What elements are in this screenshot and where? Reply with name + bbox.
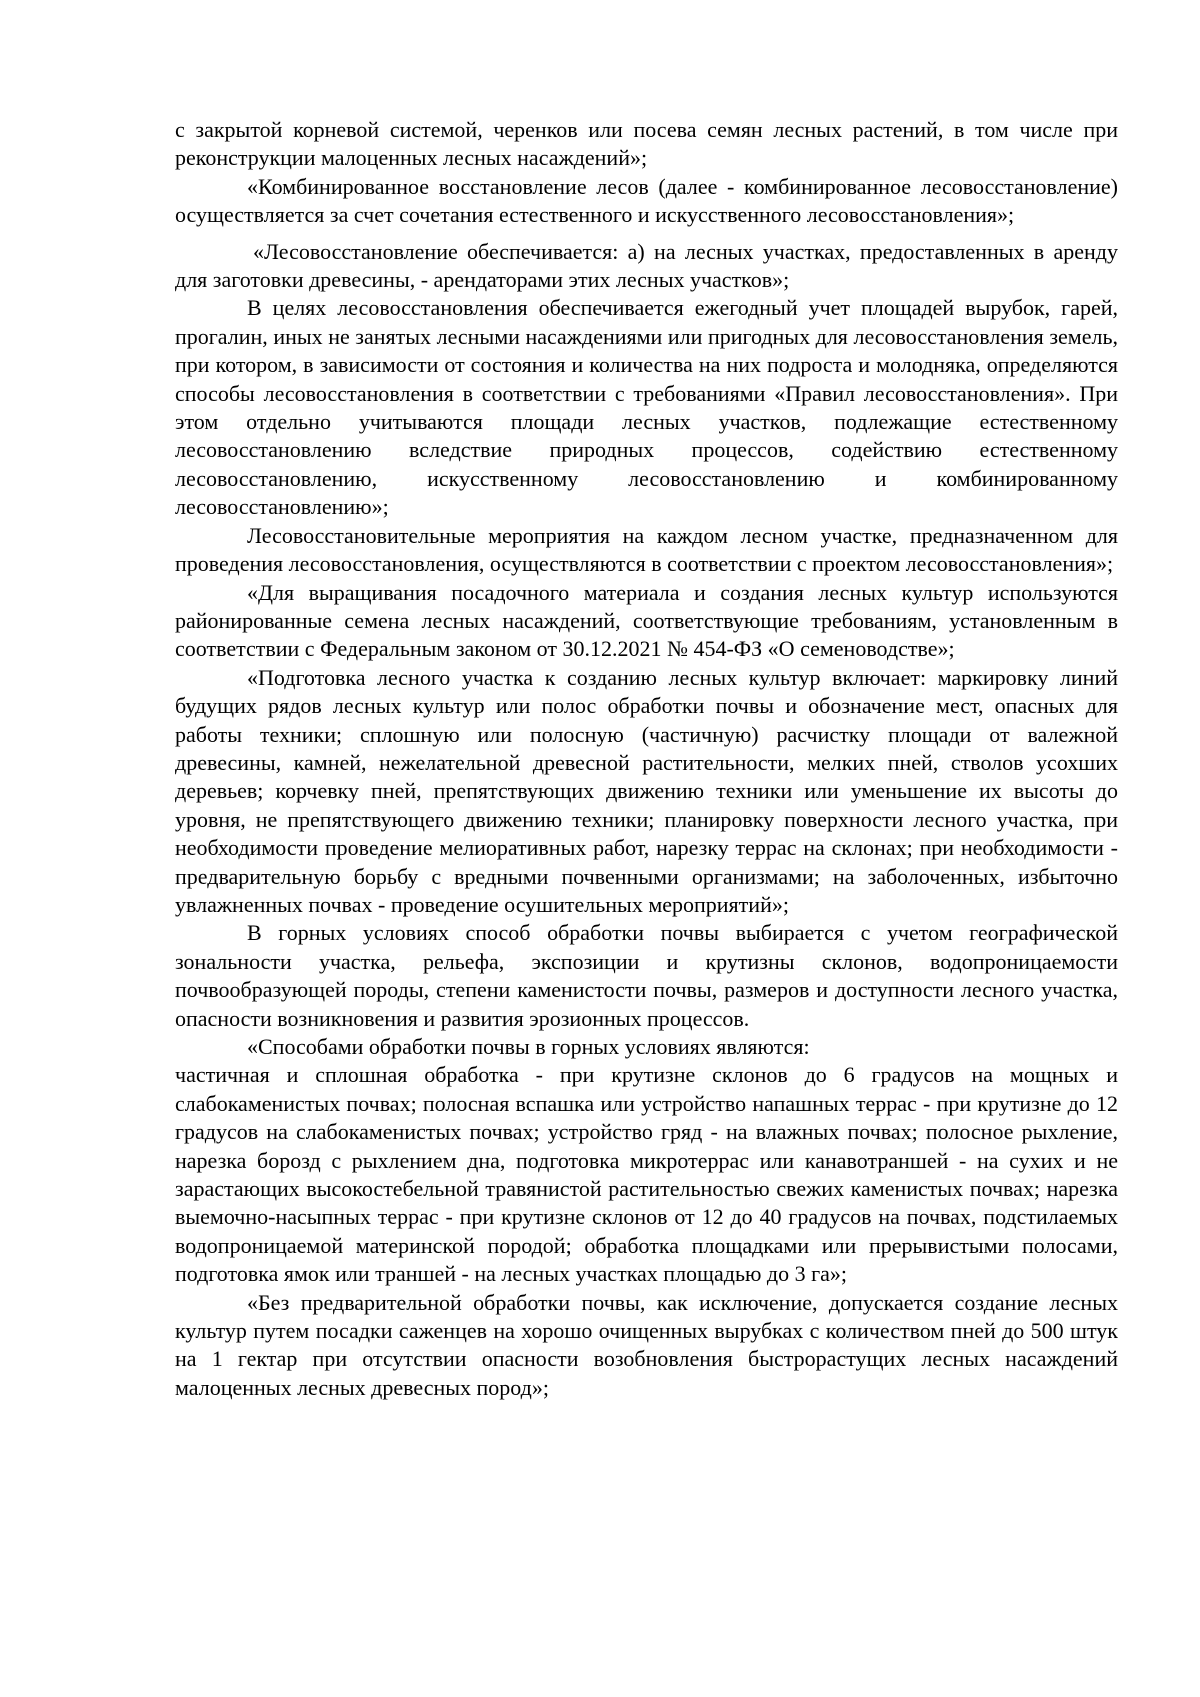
paragraph-reforestation-measures: Лесовосстановительные мероприятия на каждом лесном участке, предназначенном для проведения лесовосстановления, осуществляются в соответствии с проектом лесовосстановления»; [175,522,1118,577]
document-body [175,116,1118,1402]
paragraph-reforestation-provided: «Лесовосстановление обеспечивается: а) на лесных участках, предоставленных в аренду для заготовки древесины, - арендаторами этих лесных участков»; [175,238,1118,293]
paragraph-mountain-methods-heading: «Способами обработки почвы в горных условиях являются: [247,1034,810,1059]
paragraph-no-preliminary-treatment: «Без предварительной обработки почвы, как исключение, допускается создание лесных культур путем посадки саженцев на хорошо очищенных вырубках с количеством пней до 500 штук на 1 гектар при отсутствии опасности возобновления быстрорастущих лесных насаждений малоценных лесных древесных пород»; [175,1289,1118,1400]
paragraph-seed-material: «Для выращивания посадочного материала и создания лесных культур используются районированные семена лесных насаждений, соответствующие требованиям, установленным в соответствии с Федеральным законом от 30.12.2021 № 454-ФЗ «О семеноводстве»; [175,579,1118,662]
paragraph-site-preparation: «Подготовка лесного участка к созданию лесных культур включает: маркировку линий будущих рядов лесных культур или полос обработки почвы и обозначение мест, опасных для работы техники; сплошную или полосную (частичную) расчистку площади от валежной древесины, камней, нежелательной древесной растительности, мелких пней, стволов усохших деревьев; корчевку пней, препятствующих движению техники или уменьшение их высоты до уровня, не препятствующего движению техники; планировку поверхности лесного участка, при необходимости проведение мелиоративных работ, нарезку террас на склонах; при необходимости - предварительную борьбу с вредными почвенными организмами; на заболоченных, избыточно увлажненных почвах - проведение осушительных мероприятий»; [175,664,1118,917]
paragraph-continuation: с закрытой корневой системой, черенков или посева семян лесных растений, в том числе при реконструкции малоценных лесных насаждений»; [175,117,1118,171]
paragraph-annual-accounting: В целях лесовосстановления обеспечивается ежегодный учет площадей вырубок, гарей, прогалин, иных не занятых лесными насаждениями или пригодных для лесовосстановления земель, при котором, в зависимости от состояния и количества на них подроста и молодняка, определяются способы лесовосстановления в соответствии с требованиями «Правил лесовосстановления». При этом отдельно учитываются площади лесных участков, подлежащие естественному лесовосстановлению вследствие природных процессов, содействию естественному лесовосстановлению, искусственному лесовосстановлению и комбинированному лесовосстановлению»; [175,295,1118,520]
paragraph-mountain-conditions: В горных условиях способ обработки почвы выбирается с учетом географической зональности участка, рельефа, экспозиции и крутизны склонов, водопроницаемости почвообразующей породы, степени каменистости почвы, размеров и доступности лесного участка, опасности возникновения и развития эрозионных процессов. [175,920,1118,1031]
paragraph-mountain-methods-list: частичная и сплошная обработка - при крутизне склонов до 6 градусов на мощных и слабокаменистых почвах; полосная вспашка или устройство напашных террас - при крутизне до 12 градусов на слабокаменистых почвах; устройство гряд - на влажных почвах; полосное рыхление, нарезка борозд с рыхлением дна, подготовка микротеррас или канавотраншей - на сухих и не зарастающих высокостебельной травянистой растительностью свежих каменистых почвах; нарезка выемочно-насыпных террас - при крутизне склонов от 12 до 40 градусов на почвах, подстилаемых водопроницаемой материнской породой; обработка площадками или прерывистыми полосами, подготовка ямок или траншей - на лесных участках площадью до 3 га»; [175,1062,1118,1287]
paragraph-combined-reforestation: «Комбинированное восстановление лесов (далее - комбинированное лесовосстановление) осуществляется за счет сочетания естественного и искусственного лесовосстановления»; [175,173,1118,228]
